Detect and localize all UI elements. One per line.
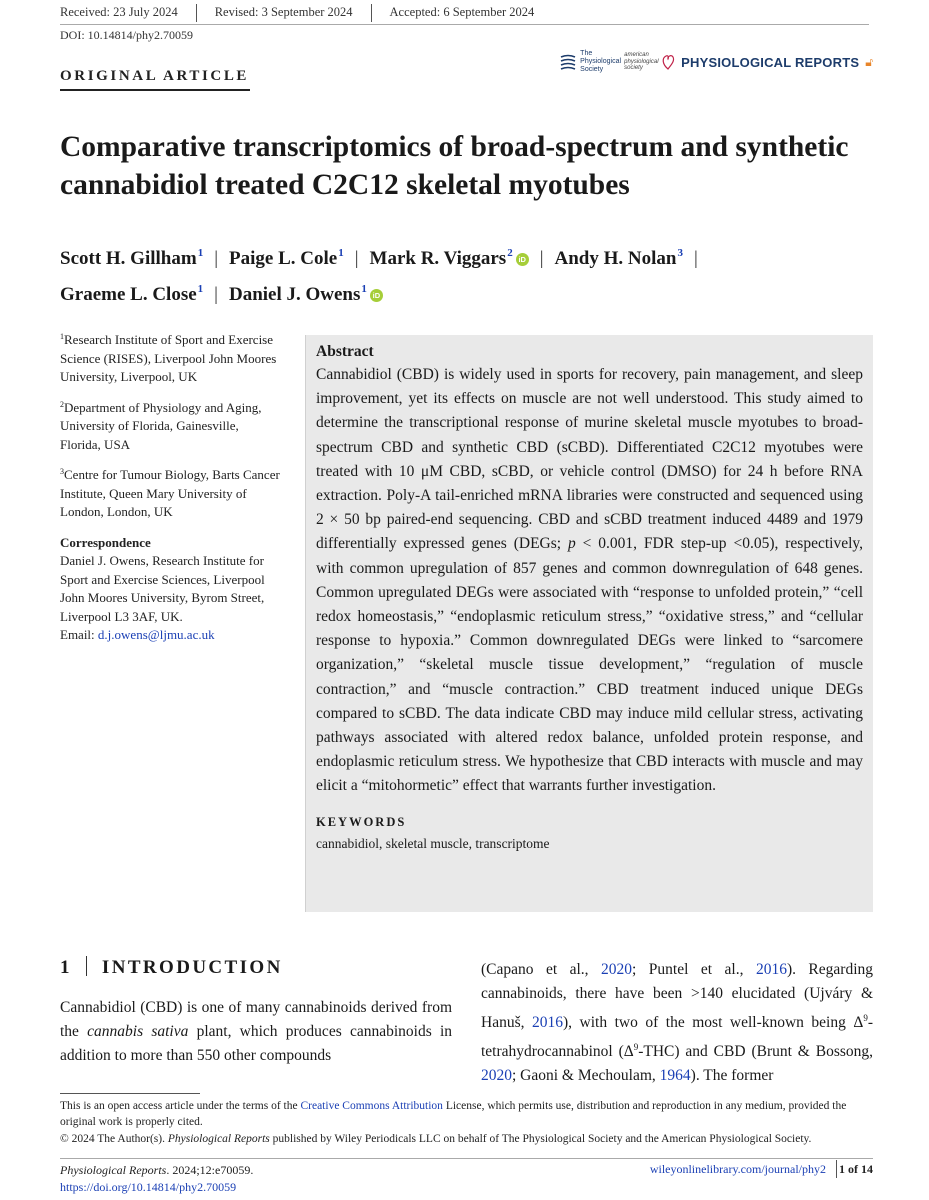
author-list (60, 238, 860, 310)
citation-link[interactable]: 2016 (755, 961, 787, 978)
orcid-icon[interactable]: iD (370, 289, 383, 302)
intro-right-column: (Capano et al., 2020; Puntel et al., 2016). Regarding cannabinoids, there have been >140 elucidated (Ujváry & Hanuš, 2016), with two of the most well-known being $\Delta^9$-tetrahydrocannabinol $(\Delta^9-THC)$ and CBD (Brunt & Bossong, 2020; Gaoni & Mechoulam, 1964). The former (481, 961, 874, 1084)
keywords-heading: KEYWORDS (316, 814, 407, 829)
citation-link[interactable]: 2020 (481, 1067, 512, 1084)
author-separator: | (214, 284, 218, 305)
correspondence-heading: Correspondence (60, 534, 151, 550)
doi: DOI: 10.14814/phy2.70059 (60, 28, 193, 42)
accepted-date: Accepted: 6 September 2024 (389, 4, 535, 19)
journal-url-link[interactable]: wileyonlinelibrary.com/journal/phy2 (649, 1162, 826, 1176)
date-separator (196, 4, 197, 22)
article-title: Comparative transcriptomics of broad-spectrum and synthetic cannabidiol treated C2C12 skeletal myotubes (60, 131, 849, 201)
journal-logo: PHYSIOLOGICAL REPORTS (681, 54, 860, 70)
section-title: INTRODUCTION (101, 957, 283, 978)
date-separator (371, 4, 372, 22)
footer-rule (60, 1158, 873, 1159)
author[interactable]: Graeme L. Close$^1$ (60, 283, 204, 305)
citation-link[interactable]: 1964 (659, 1067, 691, 1084)
revised-date: Revised: 3 September 2024 (214, 4, 353, 19)
footnote-rule (60, 1093, 200, 1094)
abstract-heading: Abstract (316, 343, 374, 360)
physiological-society-logo (559, 50, 622, 74)
copyright-note: © 2024 The Author(s). Physiological Reports published by Wiley Periodicals LLC on behalf of The Physiological Society and the American Physiological Society. (60, 1133, 812, 1145)
page-number: 1 of 14 (839, 1162, 873, 1176)
abstract-text: Cannabidiol (CBD) is widely used in sports for recovery, pain management, and sleep improvement, yet its effects on muscle are not well understood. This study aimed to determine the transcriptional response of murine skeletal muscle myotubes to broad-spectrum CBD and synthetic CBD (sCBD). Differentiated C2C12 myotubes were treated with 10 μM CBD, sCBD, or vehicle control (DMSO) for 24 h before RNA extraction. Poly-A tail-enriched mRNA libraries were constructed and sequenced using 2 × 50 bp paired-end sequencing. CBD and sCBD treatment induced 4489 and 1979 differentially expressed genes (DEGs; p < 0.001, FDR step-up <0.05), respectively, with common upregulation of 857 genes and common downregulation of 648 genes. Common upregulated DEGs were associated with “response to unfolded protein,” “cell redox homeostasis,” “endoplasmic reticulum stress,” “oxidative stress,” and “cellular response to hypoxia.” Common downregulated DEGs were linked to “sarcomere organization,” “skeletal muscle tissue development,” “regulation of muscle contraction,” and “muscle contraction.” CBD treatment induced unique DEGs compared to sCBD. The data indicate CBD may induce mild cellular stress, activating pathways associated with altered redox balance, unfolded protein response, and endoplasmic reticulum stress. We hypothesize that CBD interacts with muscle and may elicit a “mitohormetic” effect that warrants further investigation. (316, 366, 863, 795)
open-access-icon: 🔓︎ (865, 54, 873, 69)
header-rule (60, 24, 869, 25)
physiological-society-icon (559, 53, 577, 71)
email-link[interactable]: d.j.owens@ljmu.ac.uk (97, 627, 215, 642)
page-number-separator (836, 1160, 837, 1178)
affiliation: $^2$Department of Physiology and Aging, University of Florida, Gainesville, Florida, USA (60, 399, 262, 452)
publication-dates (60, 4, 534, 22)
author-separator: | (214, 248, 219, 269)
citation-link[interactable]: 2016 (532, 1014, 563, 1031)
intro-left-column: Cannabidiol (CBD) is one of many cannabinoids derived from the cannabis sativa plant, which produces cannabinoids in addition to more than 550 other compounds (60, 999, 452, 1064)
author[interactable]: Scott H. Gillham$^1$ (60, 247, 204, 269)
author-separator: | (539, 248, 544, 269)
affiliation: $^1$Research Institute of Sport and Exercise Science (RISES), Liverpool John Moores University, Liverpool, UK (60, 332, 277, 384)
author[interactable]: Mark R. Viggars$^2$iD (370, 248, 529, 269)
license-link[interactable]: Creative Commons Attribution (300, 1100, 443, 1112)
correspondence-text: Daniel J. Owens, Research Institute for Sport and Exercise Sciences, Liverpool John Moores University, Byrom Street, Liverpool L3 3AF, UK. (60, 553, 265, 624)
license-note: This is an open access article under the terms of the Creative Commons Attribution License, which permits use, distribution and reproduction in any medium, provided the original work is properly cited. (60, 1100, 847, 1128)
author[interactable]: Paige L. Cole$^1$ (229, 247, 344, 269)
author[interactable]: Andy H. Nolan$^3$ (554, 247, 683, 269)
orcid-icon[interactable]: iD (516, 253, 529, 266)
journal-citation: Physiological Reports. 2024;12:e70059. https://doi.org/10.14814/phy2.70059 (60, 1163, 254, 1194)
section-number: 1 (60, 957, 72, 978)
aps-name: american physiological society (624, 52, 659, 72)
aps-logo (624, 52, 675, 72)
section-separator (86, 956, 87, 976)
abstract-box (305, 335, 873, 912)
keywords: cannabidiol, skeletal muscle, transcriptome (316, 835, 550, 851)
author-separator: | (354, 248, 359, 269)
received-date: Received: 23 July 2024 (60, 4, 178, 19)
doi-link[interactable]: https://doi.org/10.14814/phy2.70059 (60, 1180, 237, 1194)
author-separator: | (693, 248, 698, 269)
article-type: ORIGINAL ARTICLE (60, 68, 250, 84)
author[interactable]: Daniel J. Owens$^1$iD (229, 284, 383, 305)
affiliations (60, 328, 280, 645)
physiological-society-name: The Physiological Society (580, 50, 622, 73)
article-type-rule (60, 89, 250, 91)
section-heading (60, 956, 283, 979)
citation-link[interactable]: 2020 (601, 961, 633, 978)
correspondence-email: Email: d.j.owens@ljmu.ac.uk (60, 627, 215, 642)
aps-heart-icon (661, 53, 675, 71)
publisher-logos (559, 50, 873, 74)
affiliation: $^3$Centre for Tumour Biology, Barts Cancer Institute, Queen Mary University of London, London, UK (60, 467, 280, 519)
